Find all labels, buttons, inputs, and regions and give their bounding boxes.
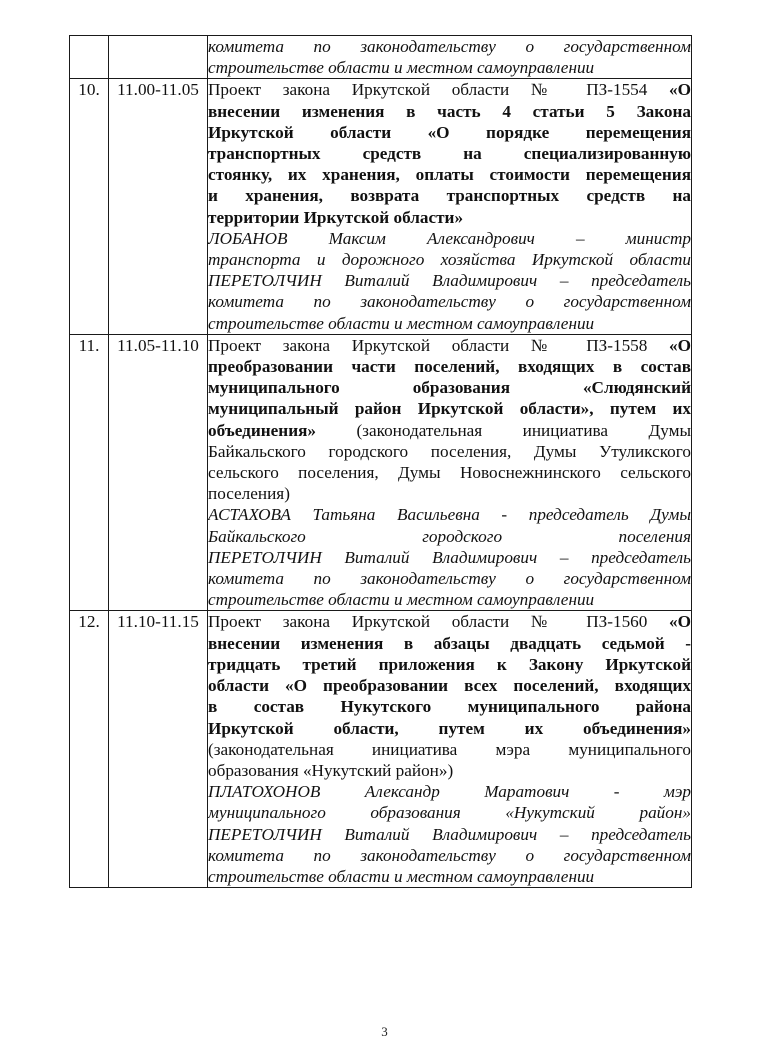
title-line	[208, 739, 691, 760]
title-line	[208, 143, 691, 164]
title-line	[208, 654, 691, 675]
title-bold-text: транспортных средств на специализированную	[208, 144, 691, 164]
title-bold-text: Иркутской области «О порядке перемещения	[208, 122, 691, 142]
item-number: 12.	[70, 611, 109, 888]
item-time: 11.00-11.05	[109, 79, 208, 334]
title-line	[208, 633, 691, 654]
title-bold-text: «О	[669, 80, 691, 100]
speaker-line: комитета по законодательству о государственном	[208, 845, 691, 865]
speaker-line: муниципального образования «Нукутский район»	[208, 803, 691, 823]
title-line	[208, 611, 691, 632]
item-content	[208, 79, 692, 334]
title-text: сельского поселения, Думы Новоснежнинского сельского	[208, 463, 691, 483]
title-line	[208, 101, 691, 122]
title-line	[208, 483, 691, 504]
speaker-line: комитета по законодательству о государственном	[208, 569, 691, 589]
speaker-line: Байкальского городского поселения	[208, 526, 691, 546]
item-number: 11.	[70, 334, 109, 611]
title-text: образования «Нукутский район»)	[208, 760, 454, 780]
title-line	[208, 760, 691, 781]
title-line	[208, 79, 691, 100]
item-time: 11.05-11.10	[109, 334, 208, 611]
title-line	[208, 164, 691, 185]
title-line	[208, 335, 691, 356]
item-time: 11.10-11.15	[109, 611, 208, 888]
title-text: Проект закона Иркутской области № ПЗ-1560	[208, 612, 670, 632]
title-line	[208, 675, 691, 696]
title-bold-text: тридцать третий приложения к Закону Иркутской	[208, 654, 691, 674]
title-line	[208, 696, 691, 717]
speaker-line: ПЕРЕТОЛЧИН Виталий Владимирович – председатель	[208, 271, 691, 291]
item-content	[208, 334, 692, 611]
title-bold-text: муниципальный район Иркутской области», путем их	[208, 399, 691, 419]
speaker-line: ПЛАТОХОНОВ Александр Маратович - мэр	[208, 782, 691, 802]
item-time	[109, 36, 208, 79]
title-text: Проект закона Иркутской области № ПЗ-1558	[208, 335, 670, 355]
speaker-line: АСТАХОВА Татьяна Васильевна - председатель Думы	[208, 505, 691, 525]
title-text: Байкальского городского поселения, Думы Утуликского	[208, 441, 691, 461]
speaker-line: ПЕРЕТОЛЧИН Виталий Владимирович – председатель	[208, 824, 691, 844]
speaker-line: ЛОБАНОВ Максим Александрович – министр	[208, 228, 691, 248]
item-content	[208, 611, 692, 888]
agenda-row	[70, 334, 692, 611]
item-number	[70, 36, 109, 79]
title-bold-text: и хранения, возврата транспортных средств на	[208, 186, 691, 206]
title-text: (законодательная инициатива мэра муниципального	[208, 739, 691, 759]
speaker-line: строительстве области и местном самоуправлении	[208, 313, 595, 333]
agenda-row	[70, 611, 692, 888]
item-content	[208, 36, 692, 79]
speaker-line: комитета по законодательству о государственном	[208, 37, 691, 56]
agenda-table	[69, 35, 692, 888]
title-line	[208, 718, 691, 739]
title-line	[208, 398, 691, 419]
title-bold-text: муниципального образования «Слюдянский	[208, 378, 691, 398]
speaker-line: строительстве области и местном самоуправлении	[208, 866, 595, 886]
speaker-line: строительстве области и местном самоуправлении	[208, 58, 595, 78]
title-bold-text: объединения»	[208, 420, 317, 440]
item-number: 10.	[70, 79, 109, 334]
speaker-line: транспорта и дорожного хозяйства Иркутской области	[208, 250, 691, 270]
speaker-line: комитета по законодательству о государственном	[208, 292, 691, 312]
title-bold-text: внесении изменения в часть 4 статьи 5 Закона	[208, 101, 691, 121]
title-bold-text: в состав Нукутского муниципального района	[208, 697, 691, 717]
title-line	[208, 377, 691, 398]
title-text: поселения)	[208, 484, 290, 504]
title-bold-text: территории Иркутской области»	[208, 207, 464, 227]
page-number: 3	[381, 1024, 388, 1039]
title-line	[208, 441, 691, 462]
title-bold-text: «О	[669, 612, 691, 632]
title-bold-text: области «О преобразовании всех поселений, входящих	[208, 676, 691, 696]
title-line	[208, 122, 691, 143]
title-bold-text: «О	[669, 335, 691, 355]
title-bold-text: преобразовании части поселений, входящих в состав	[208, 357, 691, 377]
title-text: (законодательная инициатива Думы	[316, 420, 691, 440]
agenda-row	[70, 36, 692, 79]
title-bold-text: внесении изменения в абзацы двадцать седьмой -	[208, 633, 691, 653]
title-text: Проект закона Иркутской области № ПЗ-1554	[208, 80, 670, 100]
speaker-line: строительстве области и местном самоуправлении	[208, 590, 595, 610]
title-bold-text: Иркутской области, путем их объединения»	[208, 718, 691, 738]
title-line	[208, 356, 691, 377]
title-line	[208, 420, 691, 441]
agenda-row	[70, 79, 692, 334]
speaker-line: ПЕРЕТОЛЧИН Виталий Владимирович – председатель	[208, 547, 691, 567]
title-line	[208, 462, 691, 483]
title-bold-text: стоянку, их хранения, оплаты стоимости перемещения	[208, 165, 691, 185]
title-line	[208, 207, 691, 228]
title-line	[208, 185, 691, 206]
